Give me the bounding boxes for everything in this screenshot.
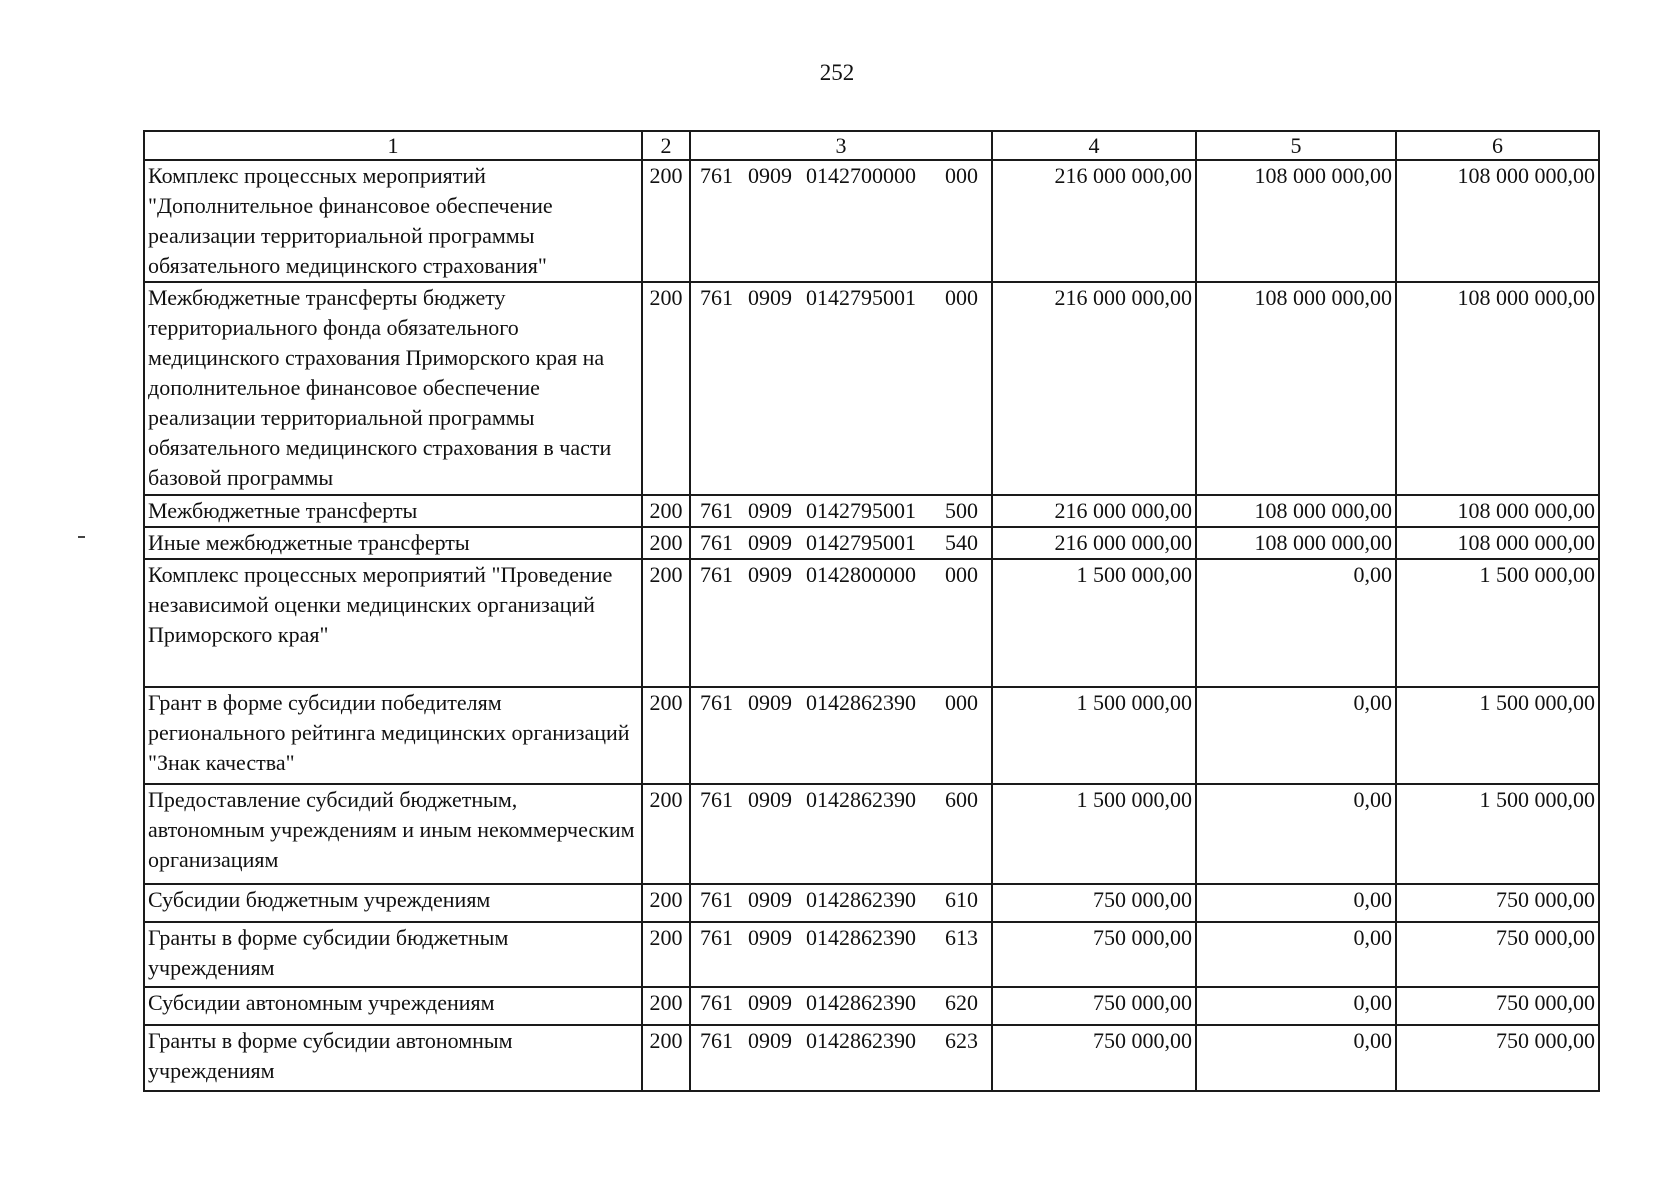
row-value-col5: 108 000 000,00 (1196, 160, 1396, 282)
header-cell: 3 (690, 131, 992, 160)
row-value-col5: 108 000 000,00 (1196, 527, 1396, 559)
table-row (144, 559, 1599, 687)
row-codes (690, 559, 992, 687)
row-name: Предоставление субсидий бюджетным, автономным учреждениям и иным некоммерческим организациям (144, 784, 642, 884)
code-csr: 0142862390 (806, 887, 916, 912)
header-row (144, 131, 1599, 160)
row-chapter: 200 (642, 282, 690, 495)
row-codes (690, 495, 992, 527)
code-vr: 000 (945, 690, 978, 715)
code-csr: 0142800000 (806, 562, 916, 587)
code-grbs: 761 (700, 498, 733, 523)
header-cell: 2 (642, 131, 690, 160)
code-vr: 000 (945, 562, 978, 587)
row-value-col5: 108 000 000,00 (1196, 495, 1396, 527)
row-value-col4: 216 000 000,00 (992, 282, 1196, 495)
row-value-col6: 108 000 000,00 (1396, 160, 1599, 282)
row-name: Грант в форме субсидии победителям регионального рейтинга медицинских организаций "Знак качества" (144, 687, 642, 784)
row-chapter: 200 (642, 495, 690, 527)
row-codes (690, 1025, 992, 1091)
table-row (144, 884, 1599, 922)
row-value-col6: 750 000,00 (1396, 922, 1599, 987)
code-vr: 613 (945, 925, 978, 950)
row-codes (690, 784, 992, 884)
header-cell: 6 (1396, 131, 1599, 160)
code-csr: 0142862390 (806, 787, 916, 812)
code-csr: 0142795001 (806, 285, 916, 310)
code-grbs: 761 (700, 163, 733, 188)
code-rzpr: 0909 (748, 925, 792, 950)
code-rzpr: 0909 (748, 498, 792, 523)
row-chapter: 200 (642, 884, 690, 922)
header-cell: 1 (144, 131, 642, 160)
row-name: Иные межбюджетные трансферты (144, 527, 642, 559)
row-name: Субсидии автономным учреждениям (144, 987, 642, 1025)
row-codes (690, 884, 992, 922)
code-grbs: 761 (700, 562, 733, 587)
row-codes (690, 527, 992, 559)
row-value-col5: 0,00 (1196, 1025, 1396, 1091)
budget-table (143, 130, 1600, 1092)
code-rzpr: 0909 (748, 787, 792, 812)
code-csr: 0142862390 (806, 990, 916, 1015)
row-chapter: 200 (642, 987, 690, 1025)
code-vr: 500 (945, 498, 978, 523)
row-value-col4: 216 000 000,00 (992, 495, 1196, 527)
row-chapter: 200 (642, 160, 690, 282)
row-codes (690, 282, 992, 495)
margin-mark (78, 536, 85, 538)
code-csr: 0142862390 (806, 690, 916, 715)
code-rzpr: 0909 (748, 990, 792, 1015)
code-vr: 000 (945, 285, 978, 310)
row-name: Комплекс процессных мероприятий "Проведение независимой оценки медицинских организаций Приморского края" (144, 559, 642, 687)
header-cell: 5 (1196, 131, 1396, 160)
code-grbs: 761 (700, 285, 733, 310)
code-rzpr: 0909 (748, 1028, 792, 1053)
row-chapter: 200 (642, 687, 690, 784)
row-value-col4: 750 000,00 (992, 987, 1196, 1025)
code-grbs: 761 (700, 887, 733, 912)
row-chapter: 200 (642, 527, 690, 559)
code-grbs: 761 (700, 530, 733, 555)
code-vr: 620 (945, 990, 978, 1015)
row-value-col5: 108 000 000,00 (1196, 282, 1396, 495)
row-value-col6: 108 000 000,00 (1396, 527, 1599, 559)
code-vr: 000 (945, 163, 978, 188)
table-row (144, 282, 1599, 495)
row-value-col6: 750 000,00 (1396, 987, 1599, 1025)
code-vr: 623 (945, 1028, 978, 1053)
table-row (144, 922, 1599, 987)
row-value-col5: 0,00 (1196, 922, 1396, 987)
code-csr: 0142795001 (806, 530, 916, 555)
row-value-col4: 750 000,00 (992, 922, 1196, 987)
page-number: 252 (819, 60, 855, 85)
row-value-col6: 1 500 000,00 (1396, 687, 1599, 784)
row-chapter: 200 (642, 559, 690, 687)
row-codes (690, 922, 992, 987)
table-row (144, 687, 1599, 784)
row-value-col6: 750 000,00 (1396, 1025, 1599, 1091)
code-csr: 0142700000 (806, 163, 916, 188)
code-vr: 610 (945, 887, 978, 912)
row-value-col4: 216 000 000,00 (992, 160, 1196, 282)
table-row (144, 160, 1599, 282)
row-value-col5: 0,00 (1196, 559, 1396, 687)
row-value-col5: 0,00 (1196, 784, 1396, 884)
row-value-col6: 1 500 000,00 (1396, 784, 1599, 884)
row-value-col4: 750 000,00 (992, 1025, 1196, 1091)
code-grbs: 761 (700, 690, 733, 715)
code-csr: 0142862390 (806, 1028, 916, 1053)
table-row (144, 1025, 1599, 1091)
code-grbs: 761 (700, 1028, 733, 1053)
code-csr: 0142795001 (806, 498, 916, 523)
row-name: Субсидии бюджетным учреждениям (144, 884, 642, 922)
code-vr: 600 (945, 787, 978, 812)
row-value-col5: 0,00 (1196, 687, 1396, 784)
row-value-col4: 1 500 000,00 (992, 784, 1196, 884)
code-rzpr: 0909 (748, 690, 792, 715)
code-grbs: 761 (700, 925, 733, 950)
code-grbs: 761 (700, 787, 733, 812)
row-value-col4: 1 500 000,00 (992, 687, 1196, 784)
row-name: Гранты в форме субсидии автономным учреждениям (144, 1025, 642, 1091)
row-value-col4: 216 000 000,00 (992, 527, 1196, 559)
header-cell: 4 (992, 131, 1196, 160)
row-codes (690, 687, 992, 784)
code-grbs: 761 (700, 990, 733, 1015)
row-value-col6: 108 000 000,00 (1396, 495, 1599, 527)
row-chapter: 200 (642, 784, 690, 884)
row-value-col4: 750 000,00 (992, 884, 1196, 922)
row-name: Комплекс процессных мероприятий "Дополнительное финансовое обеспечение реализации территориальной программы обязательного медицинского страхования" (144, 160, 642, 282)
code-rzpr: 0909 (748, 163, 792, 188)
code-rzpr: 0909 (748, 562, 792, 587)
table-row (144, 784, 1599, 884)
row-name: Межбюджетные трансферты (144, 495, 642, 527)
row-codes (690, 987, 992, 1025)
code-csr: 0142862390 (806, 925, 916, 950)
row-value-col5: 0,00 (1196, 987, 1396, 1025)
row-name: Гранты в форме субсидии бюджетным учреждениям (144, 922, 642, 987)
table-row (144, 495, 1599, 527)
code-rzpr: 0909 (748, 285, 792, 310)
code-rzpr: 0909 (748, 530, 792, 555)
row-codes (690, 160, 992, 282)
row-value-col6: 1 500 000,00 (1396, 559, 1599, 687)
row-value-col6: 108 000 000,00 (1396, 282, 1599, 495)
table-row (144, 527, 1599, 559)
code-vr: 540 (945, 530, 978, 555)
row-value-col4: 1 500 000,00 (992, 559, 1196, 687)
code-rzpr: 0909 (748, 887, 792, 912)
row-value-col5: 0,00 (1196, 884, 1396, 922)
row-chapter: 200 (642, 1025, 690, 1091)
table-row (144, 987, 1599, 1025)
row-value-col6: 750 000,00 (1396, 884, 1599, 922)
row-name: Межбюджетные трансферты бюджету территориального фонда обязательного медицинского страхования Приморского края на дополнительное финансовое обеспечение реализации территориальной программы обязательного медицинского страхования в части базовой программы (144, 282, 642, 495)
row-chapter: 200 (642, 922, 690, 987)
